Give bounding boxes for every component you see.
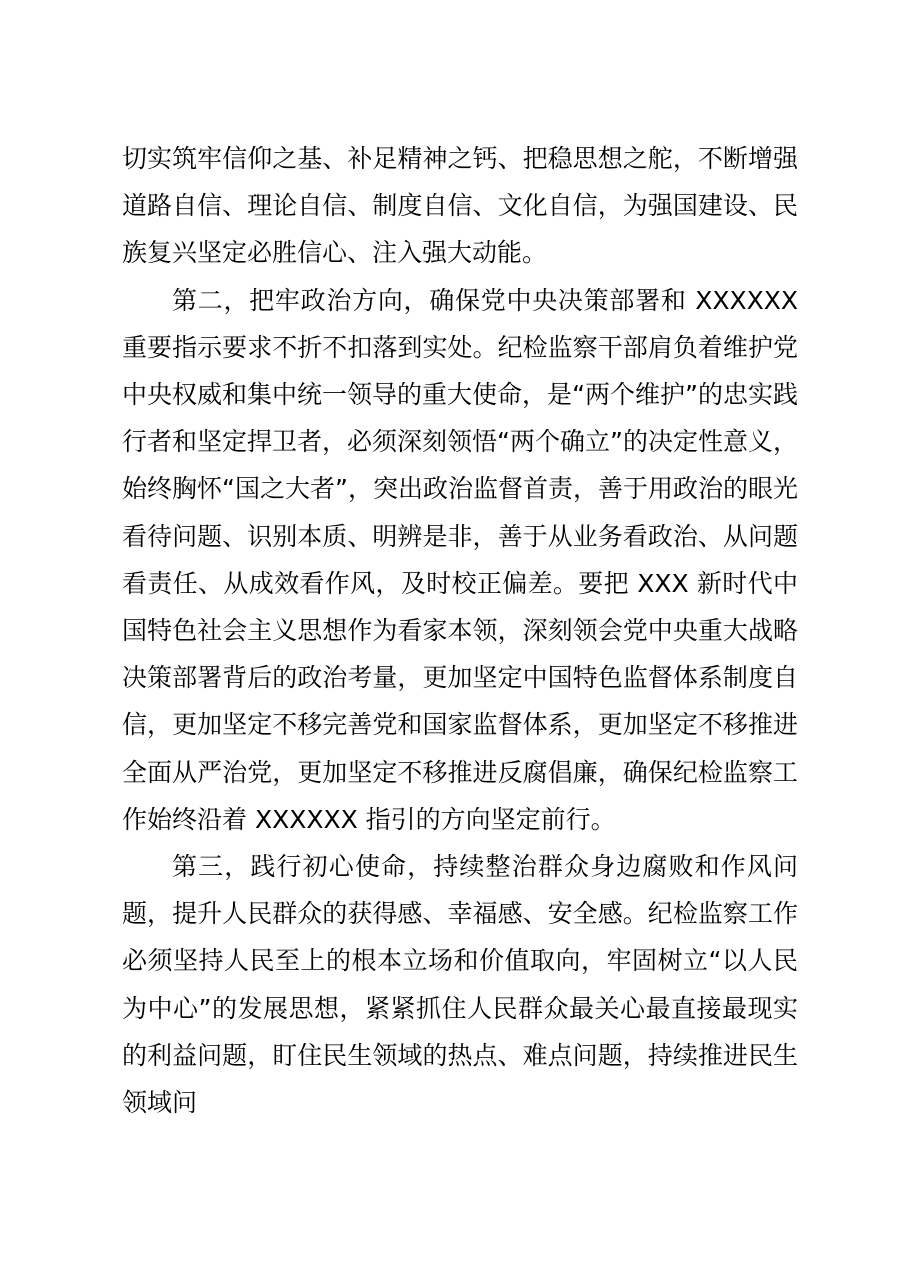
document-body xyxy=(122,135,798,1126)
paragraph-third-point: 第三，践行初心使命，持续整治群众身边腐败和作风问题，提升人民群众的获得感、幸福感、安全感。纪检监察工作必须坚持人民至上的根本立场和价值取向，牢固树立“以人民为中心”的发展思想，紧紧抓住人民群众最关心最直接最现实的利益问题，盯住民生领域的热点、难点问题，持续推进民生领域问 xyxy=(122,852,798,1118)
paragraph-continuation: 切实筑牢信仰之基、补足精神之钙、把稳思想之舵，不断增强道路自信、理论自信、制度自信、文化自信，为强国建设、民族复兴坚定必胜信心、注入强大动能。 xyxy=(122,144,798,268)
paragraph-second-point: 第二，把牢政治方向，确保党中央决策部署和 XXXXXX 重要指示要求不折不扣落到实处。纪检监察干部肩负着维护党中央权威和集中统一领导的重大使命，是“两个维护”的忠实践行者和坚定捍卫者，必须深刻领悟“两个确立”的决定性意义，始终胸怀“国之大者”，突出政治监督首责，善于用政治的眼光看待问题、识别本质、明辨是非，善于从业务看政治、从问题看责任、从成效看作风，及时校正偏差。要把 XXX 新时代中国特色社会主义思想作为看家本领，深刻领会党中央重大战略决策部署背后的政治考量，更加坚定中国特色监督体系制度自信，更加坚定不移完善党和国家监督体系，更加坚定不移推进全面从严治党，更加坚定不移推进反腐倡廉，确保纪检监察工作始终沿着 XXXXXX 指引的方向坚定前行。 xyxy=(122,285,798,834)
